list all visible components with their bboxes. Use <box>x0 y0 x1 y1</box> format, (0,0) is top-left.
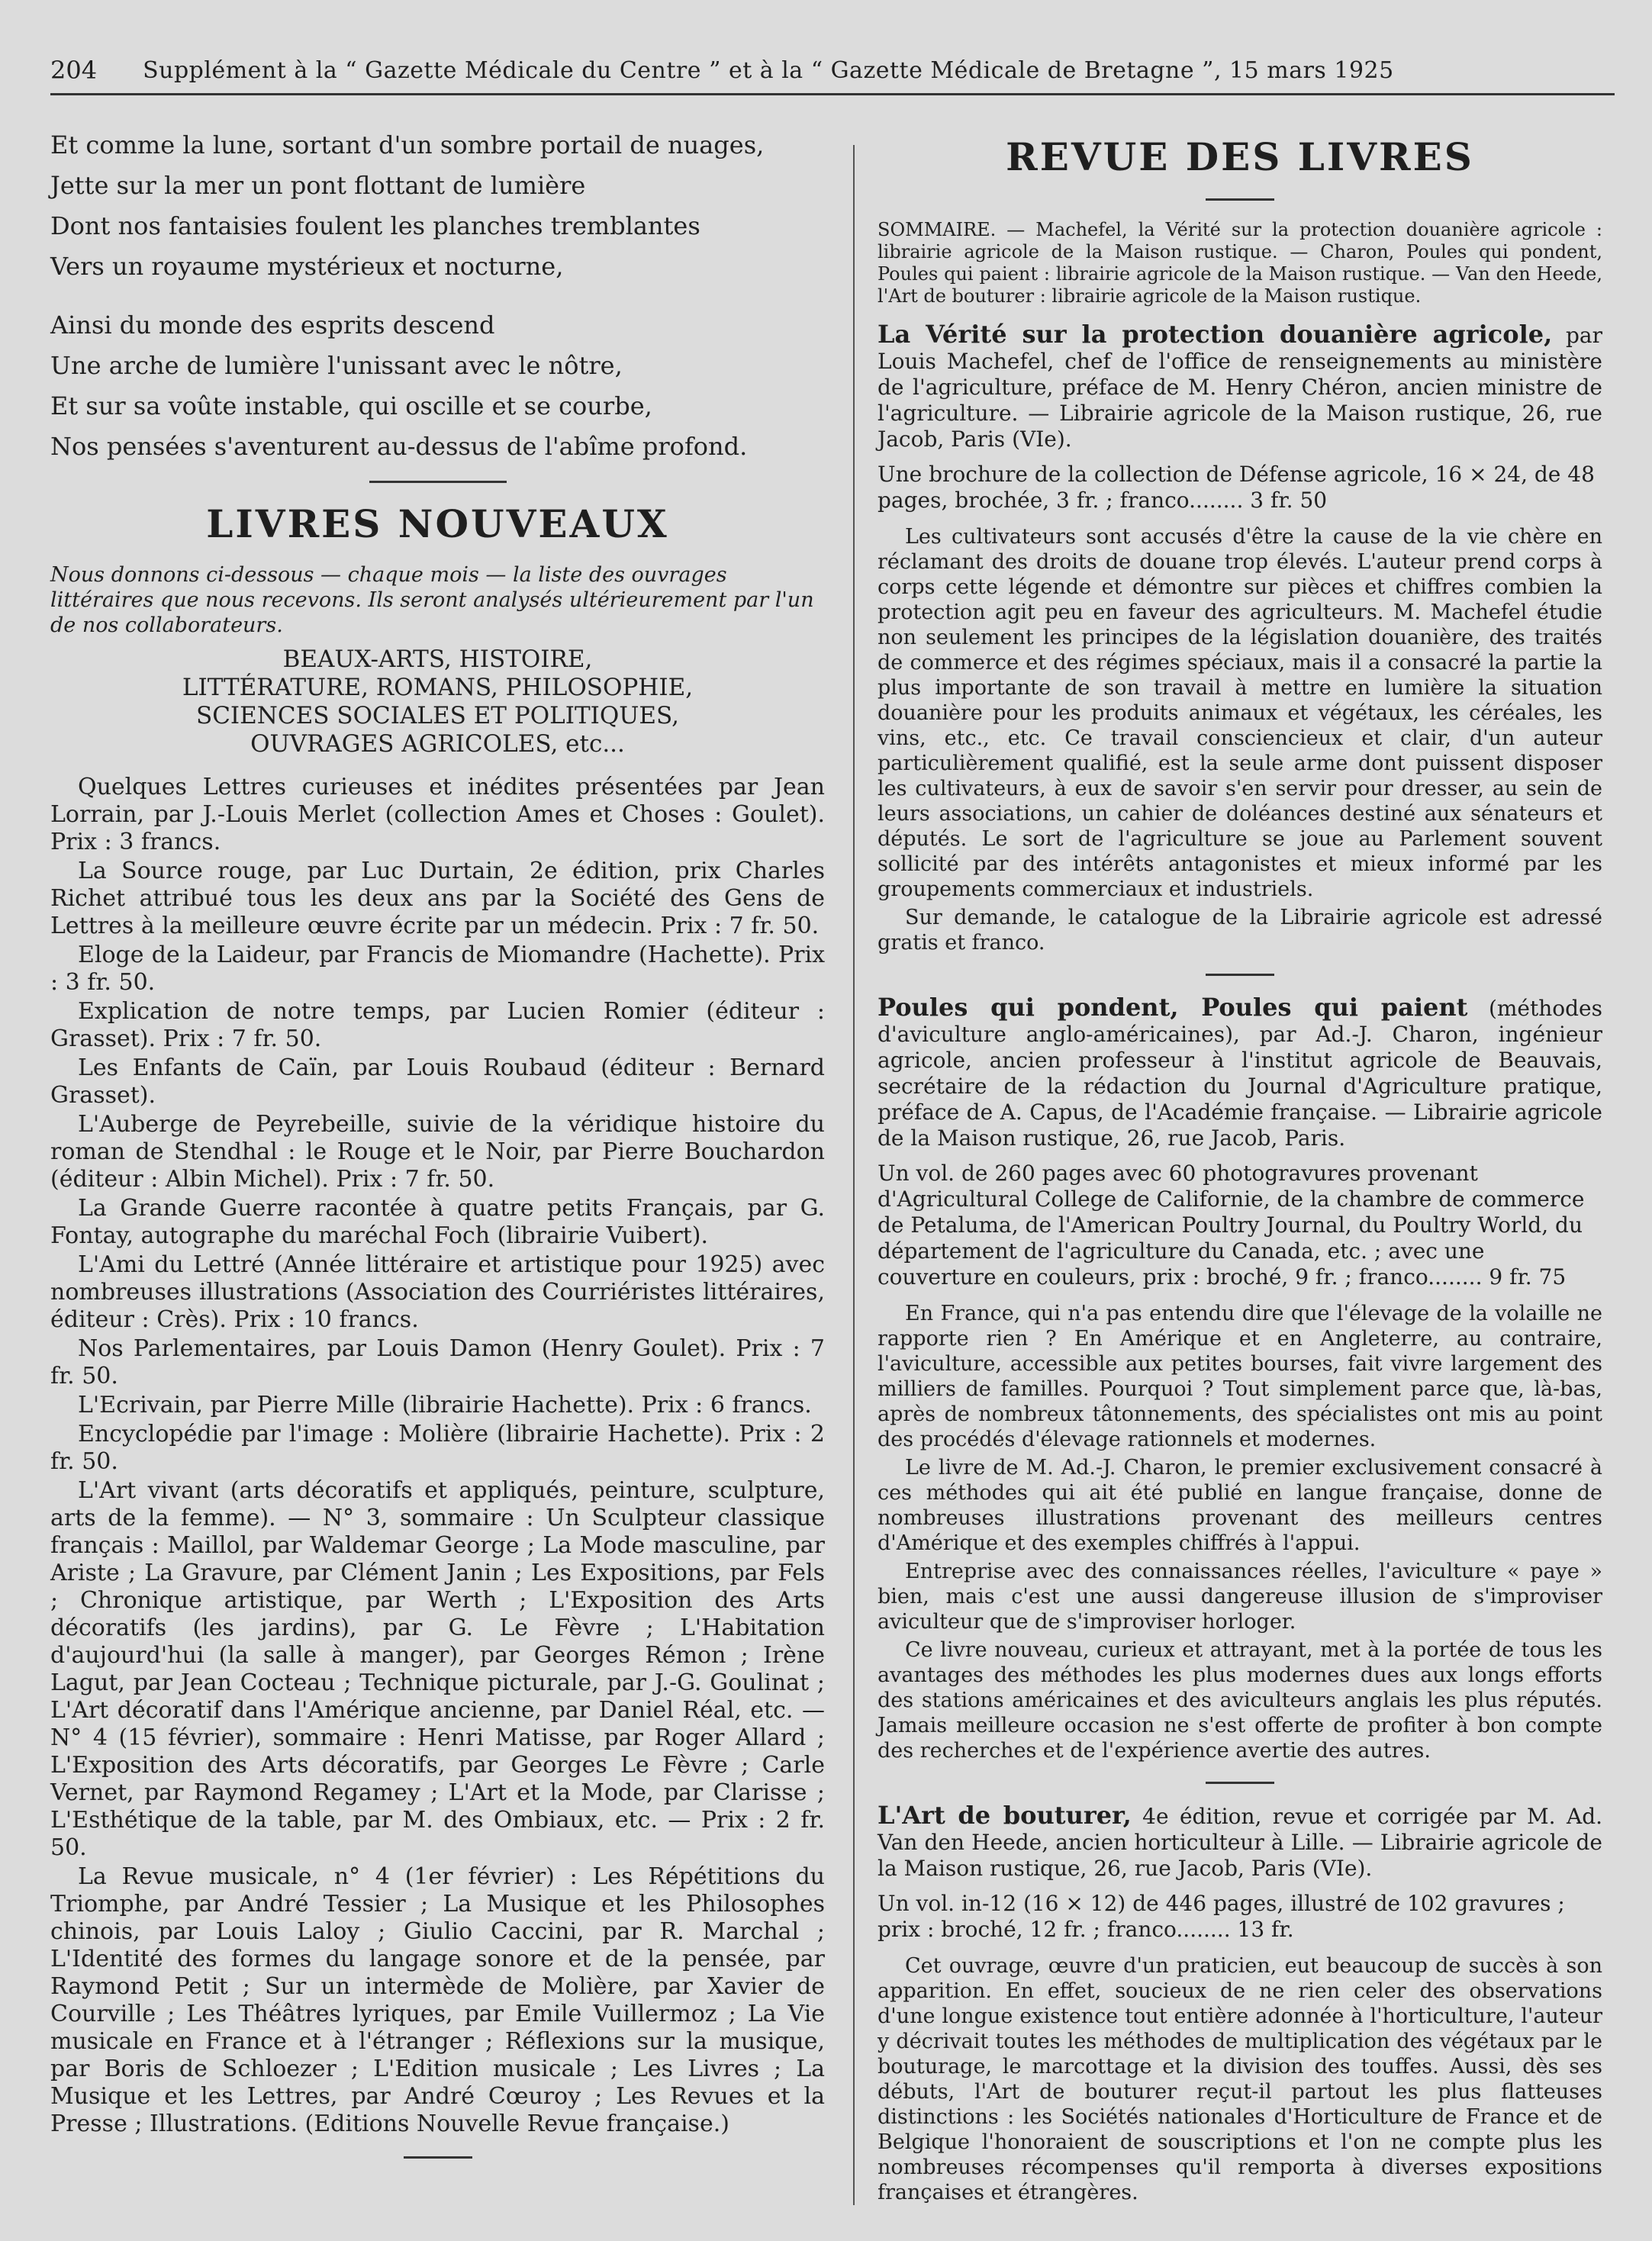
livres-nouveaux-intro: Nous donnons ci-dessous — chaque mois — la liste des ouvrages littéraires que nous recevons. Ils seront analysés ultérieurement par l'un de nos collaborateurs. <box>50 563 814 637</box>
category-list <box>50 646 825 758</box>
book-entry: La Revue musicale, n° 4 (1er février) : Les Répétitions du Triomphe, par André Tessier ; La Musique et les Philosophes chinois, par Louis Laloy ; Giulio Caccini, par R. Marchal ; L'Identité des formes du langage sonore et de la pensée, par Raymond Petit ; Sur un intermède de Molière, par Xavier de Courville ; Les Théâtres lyriques, par Emile Vuillermoz ; La Vie musicale en France et à l'étranger ; Réflexions sur la musique, par Boris de Schloezer ; L'Edition musicale ; Les Livres ; La Musique et les Lettres, par André Cœuroy ; Les Revues et la Presse ; Illustrations. (Editions Nouvelle Revue française.) <box>50 1863 825 2137</box>
review-paragraph: Les cultivateurs sont accusés d'être la cause de la vie chère en réclamant des droits de douane trop élevés. L'auteur prend corps à corps cette légende et démontre sur pièces et chiffres combien la protection agit peu en faveur des agriculteurs. M. Machefel étudie non seulement les principes de la législation douanière, des traités de commerce et des régimes spéciaux, mais il a consacré la partie la plus importante de son travail à mettre en lumière la situation douanière pour les produits animaux et végétaux, les céréales, les vins, etc., etc. Ce travail consciencieux et clair, d'un auteur particulièrement qualifié, est la seule arme dont puissent disposer les cultivateurs, à eux de savoir s'en servir pour dresser, au sein de leurs associations, un cahier de doléances destiné aux sénateurs et députés. Le sort de l'agriculture se joue au Parlement souvent sollicité par des intérêts antagonistes et mieux informé par les groupements commerciaux et industriels. <box>878 525 1602 901</box>
book-entry: Explication de notre temps, par Lucien Romier (éditeur : Grasset). Prix : 7 fr. 50. <box>50 998 825 1052</box>
right-column <box>878 130 1602 2208</box>
review <box>878 1802 1602 2205</box>
review-heading <box>878 1802 1602 1882</box>
review-paragraph: Entreprise avec des connaissances réelles, l'aviculture « paye » bien, mais c'est une aussi dangereuse illusion de s'improviser aviculteur que de s'improviser horloger. <box>878 1560 1602 1634</box>
verse-line: Jette sur la mer un pont flottant de lumière <box>50 171 586 200</box>
book-entry: La Source rouge, par Luc Durtain, 2e édition, prix Charles Richet attribué tous les deux ans par la Société des Gens de Lettres à la meilleure œuvre écrite par un médecin. Prix : 7 fr. 50. <box>50 858 825 939</box>
verse-line: Nos pensées s'aventurent au-dessus de l'abîme profond. <box>50 432 748 461</box>
verse-line: Une arche de lumière l'unissant avec le nôtre, <box>50 351 623 380</box>
review <box>878 994 1602 1763</box>
sommaire: SOMMAIRE. — Machefel, la Vérité sur la protection douanière agricole : librairie agricole de la Maison rustique. — Charon, Poules qui pondent, Poules qui paient : librairie agricole de la Maison rustique. — Van den Heede, l'Art de bouturer : librairie agricole de la Maison rustique. <box>878 219 1602 307</box>
book-entries <box>50 774 825 2138</box>
verse-line: Dont nos fantaisies foulent les planches tremblantes <box>50 211 700 240</box>
review-heading <box>878 994 1602 1151</box>
title-rule <box>1206 198 1274 201</box>
verse-line: Et comme la lune, sortant d'un sombre portail de nuages, <box>50 130 765 159</box>
page-header <box>50 47 1615 95</box>
review-heading <box>878 321 1602 452</box>
category-line: OUVRAGES AGRICOLES, etc... <box>250 730 625 758</box>
book-entry: Nos Parlementaires, par Louis Damon (Henry Goulet). Prix : 7 fr. 50. <box>50 1335 825 1389</box>
review-paragraph: Ce livre nouveau, curieux et attrayant, met à la portée de tous les avantages des méthodes les plus modernes dues aux longs efforts des stations américaines et des aviculteurs anglais les plus réputés. Jamais meilleure occasion ne s'est offerte de profiter à bon compte des recherches et de l'expérience avertie des autres. <box>878 1638 1602 1763</box>
poem <box>50 130 825 462</box>
column-divider <box>853 145 855 2205</box>
category-line: SCIENCES SOCIALES ET POLITIQUES, <box>195 702 680 729</box>
review-rule <box>1206 1782 1274 1784</box>
book-entry: Eloge de la Laideur, par Francis de Miomandre (Hachette). Prix : 3 fr. 50. <box>50 942 825 996</box>
running-title: Supplément à la “ Gazette Médicale du Centre ” et à la “ Gazette Médicale de Bretagne ”, 15 mars 1925 <box>143 56 1394 84</box>
review-byline: 4e édition, revue et corrigée par M. Ad. Van den Heede, ancien horticulteur à Lille. — Librairie agricole de la Maison rustique, 26, rue Jacob, Paris (VIe). <box>878 1804 1603 1881</box>
review-byline: (méthodes d'aviculture anglo-américaines), par Ad.-J. Charon, ingénieur agricole, ancien professeur à l'institut agricole de Beauvais, secrétaire de la rédaction du Journal d'Agriculture pratique, préface de A. Capus, de l'Académie française. — Librairie agricole de la Maison rustique, 26, rue Jacob, Paris. <box>878 996 1602 1151</box>
review-paragraph: Le livre de M. Ad.-J. Charon, le premier exclusivement consacré à ces méthodes qui ait été publié en langue française, donne de nombreuses illustrations provenant des meilleurs centres d'Amérique et des exemples chiffrés à l'appui. <box>878 1456 1602 1555</box>
page-number: 204 <box>50 56 98 85</box>
section-rule <box>369 481 507 483</box>
review-meta: Un vol. in-12 (16 × 12) de 446 pages, illustré de 102 gravures ; prix : broché, 12 fr. ; franco........ 13 fr. <box>878 1891 1565 1942</box>
book-entry: Les Enfants de Caïn, par Louis Roubaud (éditeur : Bernard Grasset). <box>50 1054 825 1109</box>
category-line: LITTÉRATURE, ROMANS, PHILOSOPHIE, <box>182 674 694 701</box>
book-entry: Encyclopédie par l'image : Molière (librairie Hachette). Prix : 2 fr. 50. <box>50 1421 825 1475</box>
stanza-gap <box>50 291 825 310</box>
category-line: BEAUX-ARTS, HISTOIRE, <box>282 646 593 673</box>
revue-des-livres-title: REVUE DES LIVRES <box>1006 134 1474 179</box>
review-rule <box>1206 974 1274 976</box>
verse-line: Et sur sa voûte instable, qui oscille et se courbe, <box>50 391 652 420</box>
end-rule <box>404 2156 472 2159</box>
review-title: L'Art de bouturer, <box>878 1801 1132 1830</box>
review-paragraph: En France, qui n'a pas entendu dire que l'élevage de la volaille ne rapporte rien ? En Amérique et en Angleterre, au contraire, l'aviculture, accessible aux petites bourses, fait vivre largement des milliers de familles. Pourquoi ? Tout simplement parce que, là-bas, après de nombreux tâtonnements, des spécialistes ont mis au point des procédés d'élevage rationnels et modernes. <box>878 1302 1602 1451</box>
book-entry: Quelques Lettres curieuses et inédites présentées par Jean Lorrain, par J.-Louis Merlet (collection Ames et Choses : Goulet). Prix : 3 francs. <box>50 774 825 855</box>
book-entry: L'Ecrivain, par Pierre Mille (librairie Hachette). Prix : 6 francs. <box>78 1392 812 1418</box>
book-entry: La Grande Guerre racontée à quatre petits Français, par G. Fontay, autographe du maréchal Foch (librairie Vuibert). <box>50 1195 825 1249</box>
verse-line: Vers un royaume mystérieux et nocturne, <box>50 252 564 281</box>
review-meta: Une brochure de la collection de Défense agricole, 16 × 24, de 48 pages, brochée, 3 fr. ; franco........ 3 fr. 50 <box>878 462 1595 513</box>
review-paragraph: Cet ouvrage, œuvre d'un praticien, eut beaucoup de succès à son apparition. En effet, soucieux de ne rien celer des observations d'une longue existence tout entière adonnée à l'horticulture, l'auteur y décrivait toutes les méthodes de multiplication des végétaux par le bouturage, le marcottage et la division des touffes. Aussi, dès ses débuts, l'Art de bouturer reçut-il partout les plus flatteuses distinctions : les Sociétés nationales d'Horticulture de France et de Belgique l'honoraient de souscriptions et l'on ne compte plus les nombreuses récompenses qu'il remporta à diverses expositions françaises et étrangères. <box>878 1954 1602 2204</box>
review-paragraph: Sur demande, le catalogue de la Librairie agricole est adressé gratis et franco. <box>878 906 1602 955</box>
book-entry: L'Ami du Lettré (Année littéraire et artistique pour 1925) avec nombreuses illustrations (Association des Courriéristes littéraires, éditeur : Crès). Prix : 10 francs. <box>50 1251 825 1333</box>
review-meta: Un vol. de 260 pages avec 60 photogravures provenant d'Agricultural College de Californie, de la chambre de commerce de Petaluma, de l'American Poultry Journal, du Poultry World, du département de l'agriculture du Canada, etc. ; avec une couverture en couleurs, prix : broché, 9 fr. ; franco........ 9 fr. 75 <box>878 1161 1585 1290</box>
livres-nouveaux-title: LIVRES NOUVEAUX <box>206 501 669 546</box>
review <box>878 321 1602 955</box>
review-title: La Vérité sur la protection douanière agricole, <box>878 320 1553 349</box>
verse-line: Ainsi du monde des esprits descend <box>50 311 495 340</box>
book-entry: L'Auberge de Peyrebeille, suivie de la véridique histoire du roman de Stendhal : le Rouge et le Noir, par Pierre Bouchardon (éditeur : Albin Michel). Prix : 7 fr. 50. <box>50 1111 825 1193</box>
review-title: Poules qui pondent, Poules qui paient <box>878 993 1468 1022</box>
left-column <box>50 130 825 2177</box>
book-entry: L'Art vivant (arts décoratifs et appliqués, peinture, sculpture, arts de la femme). — N° 3, sommaire : Un Sculpteur classique français : Maillol, par Waldemar George ; La Mode masculine, par Ariste ; La Gravure, par Clément Janin ; Les Expositions, par Fels ; Chronique artistique, par Werth ; L'Exposition des Arts décoratifs (les jardins), par G. Le Fèvre ; L'Habitation d'aujourd'hui (la salle à manger), par Georges Rémon ; Irène Lagut, par Jean Cocteau ; Technique picturale, par J.-G. Goulinat ; L'Art décoratif dans l'Amérique ancienne, par Daniel Réal, etc. — N° 4 (15 février), sommaire : Henri Matisse, par Roger Allard ; L'Exposition des Arts décoratifs, par Georges Le Fèvre ; Carle Vernet, par Raymond Regamey ; L'Art et la Mode, par Clarisse ; L'Esthétique de la table, par M. des Ombiaux, etc. — Prix : 2 fr. 50. <box>50 1477 825 1861</box>
review-byline: par Louis Machefel, chef de l'office de renseignements au ministère de l'agriculture, préface de M. Henry Chéron, ancien ministre de l'agriculture. — Librairie agricole de la Maison rustique, 26, rue Jacob, Paris (VIe). <box>878 323 1602 452</box>
